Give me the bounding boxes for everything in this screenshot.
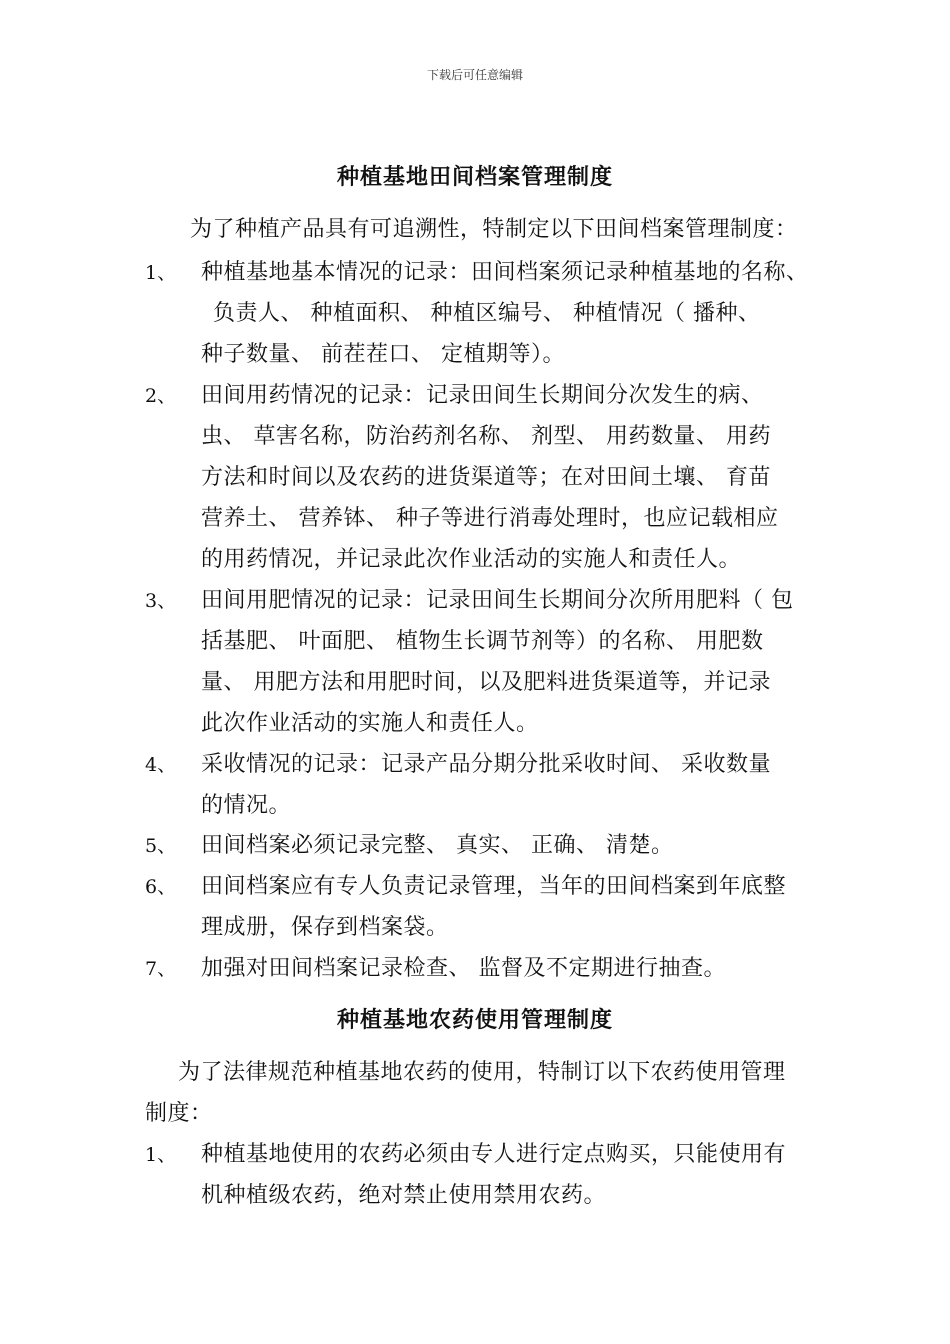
section2-title: 种植基地农药使用管理制度 [336,1008,613,1033]
section2-intro-line1: 为了法律规范种植基地农药的使用，特制订以下农药使用管理 [178,1060,786,1085]
s1-item5-line1: 田间档案必须记录完整、 真实、 正确、 清楚。 [201,833,674,858]
s1-item2-line5: 的用药情况，并记录此次作业活动的实施人和责任人。 [201,547,742,572]
page-header: 下载后可任意编辑 [426,68,523,82]
section1-intro: 为了种植产品具有可追溯性，特制定以下田间档案管理制度： [190,217,798,242]
s2-item1-line1: 种植基地使用的农药必须由专人进行定点购买，只能使用有 [201,1142,787,1167]
s1-item4-line2: 的情况。 [201,793,292,818]
s1-item4-line1: 采收情况的记录：记录产品分期分批采收时间、 采收数量 [201,752,771,777]
s1-item2-line4: 营养土、 营养钵、 种子等进行消毒处理时，也应记载相应 [201,506,779,531]
s1-item3-line3: 量、 用肥方法和用肥时间，以及肥料进货渠道等，并记录 [201,670,771,695]
s1-item1-line2: 负责人、 种植面积、 种植区编号、 种植情况（ 播种、 [213,301,761,326]
section1-title: 种植基地田间档案管理制度 [336,165,613,190]
s1-item6-num: 6、 [145,876,177,898]
s1-item3-num: 3、 [145,590,177,612]
s1-item6-line2: 理成册，保存到档案袋。 [201,915,449,940]
s1-item3-line4: 此次作业活动的实施人和责任人。 [201,711,539,736]
s2-item1-num: 1、 [145,1144,177,1166]
s1-item7-num: 7、 [145,958,177,980]
s1-item6-line1: 田间档案应有专人负责记录管理，当年的田间档案到年底整 [201,874,787,899]
s1-item7-line1: 加强对田间档案记录检查、 监督及不定期进行抽查。 [201,956,726,981]
s1-item5-num: 5、 [145,835,177,857]
s1-item3-line2: 括基肥、 叶面肥、 植物生长调节剂等）的名称、 用肥数 [201,629,764,654]
s1-item2-num: 2、 [145,385,177,407]
s1-item1-num: 1、 [145,262,177,284]
s2-item1-line2: 机种植级农药，绝对禁止使用禁用农药。 [201,1183,607,1208]
s1-item1-line1: 种植基地基本情况的记录：田间档案须记录种植基地的名称、 [201,260,809,285]
section2-intro-line2: 制度： [145,1101,213,1126]
s1-item4-num: 4、 [145,754,177,776]
s1-item2-line3: 方法和时间以及农药的进货渠道等；在对田间土壤、 育苗 [201,465,771,490]
s1-item1-line3: 种子数量、 前茬茬口、 定植期等）。 [201,342,565,367]
s1-item3-line1: 田间用肥情况的记录：记录田间生长期间分次所用肥料（ 包 [201,588,794,613]
s1-item2-line2: 虫、 草害名称，防治药剂名称、 剂型、 用药数量、 用药 [201,424,771,449]
s1-item2-line1: 田间用药情况的记录：记录田间生长期间分次发生的病、 [201,383,764,408]
